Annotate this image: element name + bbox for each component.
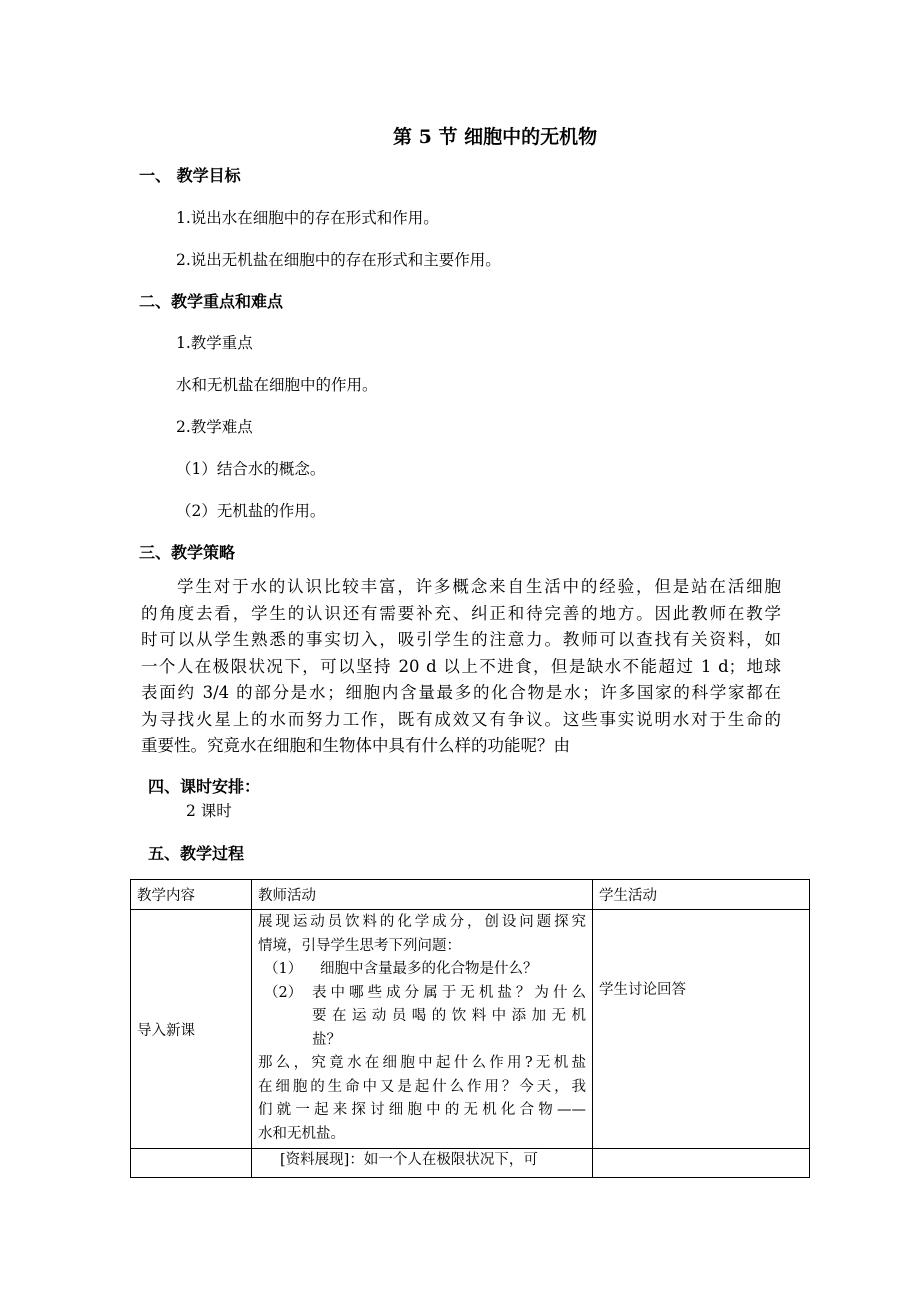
strategy-line: 重要性。究竟水在细胞和生物体中具有什么样的功能呢？由 bbox=[141, 736, 570, 755]
question-number: （1） bbox=[264, 961, 303, 977]
question-text: 表中哪些成分属于无机盐？为什么 bbox=[312, 984, 586, 1001]
table-header-cell: 学生活动 bbox=[593, 880, 810, 910]
page-title: 第 5 节 细胞中的无机物 bbox=[393, 126, 598, 148]
section-heading-schedule: 四、课时安排： bbox=[148, 777, 261, 796]
teacher-text-line: 在细胞的生命中又是起什么作用？今天，我 bbox=[258, 1078, 586, 1095]
objective-item-2: 2.说出无机盐在细胞中的存在形式和主要作用。 bbox=[176, 251, 501, 269]
table-row bbox=[131, 1149, 810, 1178]
strategy-line: 的角度去看，学生的认识还有需要补充、纠正和待完善的地方。因此教师在教学 bbox=[141, 603, 781, 623]
key-point-text: 水和无机盐在细胞中的作用。 bbox=[176, 376, 378, 394]
table-cell-student bbox=[593, 1149, 810, 1178]
question-text-cont: 要在运动员喝的饮料中添加无机 bbox=[312, 1008, 586, 1024]
section-heading-strategy: 三、教学策略 bbox=[139, 543, 236, 562]
table-row bbox=[131, 910, 810, 1149]
teacher-text-line: 水和无机盐。 bbox=[258, 1125, 345, 1142]
question-text: 细胞中含量最多的化合物是什么？ bbox=[320, 961, 538, 977]
section-heading-objectives: 一、 教学目标 bbox=[139, 166, 241, 185]
table-cell-content: 导入新课 bbox=[131, 910, 252, 1149]
strategy-line: 一个人在极限状况下，可以坚持 20 d 以上不进食，但是缺水不能超过 1 d；地球 bbox=[141, 656, 781, 676]
strategy-line: 学生对于水的认识比较丰富，许多概念来自生活中的经验，但是站在活细胞 bbox=[177, 577, 781, 596]
question-text-cont: 盐？ bbox=[312, 1031, 341, 1048]
question-item-2 bbox=[258, 982, 586, 1006]
table-header-cell: 教学内容 bbox=[131, 880, 252, 910]
question-item-1 bbox=[258, 958, 586, 982]
teaching-process-table bbox=[130, 879, 810, 1178]
teacher-text-line: 情境，引导学生思考下列问题： bbox=[258, 937, 461, 954]
table-cell-teacher: [资料展现]：如一个人在极限状况下，可 bbox=[252, 1149, 593, 1178]
difficulty-item-1: （1）结合水的概念。 bbox=[176, 460, 326, 478]
strategy-line: 表面约 3/4 的部分是水；细胞内含量最多的化合物是水；许多国家的科学家都在 bbox=[141, 683, 781, 702]
difficulty-label: 2.教学难点 bbox=[176, 418, 253, 436]
table-cell-teacher bbox=[252, 910, 593, 1149]
objective-item-1: 1.说出水在细胞中的存在形式和作用。 bbox=[176, 209, 439, 227]
table-header-row bbox=[131, 880, 810, 910]
teacher-text-line: 展现运动员饮料的化学成分，创设问题探究 bbox=[258, 914, 586, 930]
table-cell-student: 学生讨论回答 bbox=[593, 910, 810, 1149]
key-point-label: 1.教学重点 bbox=[176, 334, 253, 352]
difficulty-item-2: （2）无机盐的作用。 bbox=[176, 502, 326, 520]
table-cell-content bbox=[131, 1149, 252, 1178]
section-heading-process: 五、教学过程 bbox=[148, 844, 245, 863]
strategy-paragraph bbox=[141, 574, 781, 760]
schedule-value: 2 课时 bbox=[186, 802, 232, 820]
strategy-line: 为寻找火星上的水而努力工作，既有成效又有争议。这些事实说明水对于生命的 bbox=[141, 709, 781, 729]
question-number: （2） bbox=[264, 984, 303, 1001]
teacher-text-line: 那么，究竟水在细胞中起什么作用?无机盐 bbox=[258, 1055, 586, 1071]
teacher-text-line: 们就一起来探讨细胞中的无机化合物—— bbox=[258, 1102, 586, 1118]
table-header-cell: 教师活动 bbox=[252, 880, 593, 910]
strategy-line: 时可以从学生熟悉的事实切入，吸引学生的注意力。教师可以查找有关资料，如 bbox=[141, 630, 781, 649]
section-heading-key-points: 二、教学重点和难点 bbox=[139, 292, 284, 311]
